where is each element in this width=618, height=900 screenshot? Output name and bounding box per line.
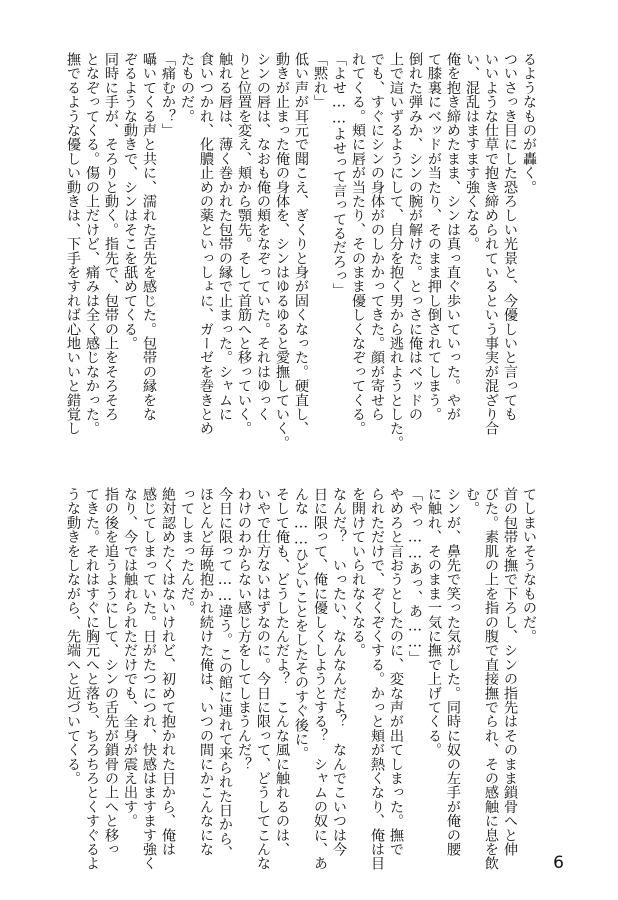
text-line: 感じてしまっていた。日がたつにつれ、快感はますます強く bbox=[141, 487, 157, 871]
text-line: いいような仕草で抱き締められているという事実が混ざり合 bbox=[483, 52, 499, 436]
text-line: となぞってくる。傷の上だけど、痛みは全く感じなかった。 bbox=[84, 52, 100, 436]
text-line: 俺を抱き締めたまま、シンは真っ直ぐ歩いていった。やが bbox=[445, 52, 461, 422]
text-line: 倒れた弾みか、シンの腕が解けた。とっさに俺はベッドの bbox=[407, 52, 423, 422]
text-line: たものだ。 bbox=[179, 52, 195, 123]
text-line: いやで仕方ないはずなのに。今日に限って、どうしてこんな bbox=[255, 487, 271, 871]
text-line: 囁いてくる声と共に、濡れた舌先を感じた。包帯の縁をな bbox=[141, 52, 157, 422]
text-line: シンが、鼻先で笑った気がした。同時に奴の左手が俺の腰 bbox=[445, 487, 461, 857]
text-line: 日に限って、俺に優しくしようとする？ シャムの奴に、あ bbox=[312, 487, 328, 871]
text-line: んな……ひどいことをしたそのすぐ後に。 bbox=[293, 487, 309, 761]
text-line: ついさっき目にした恐ろしい光景と、今優しいと言っても bbox=[502, 52, 518, 422]
text-line: 首の包帯を撫で下ろし、シンの指先はそのまま鎖骨へと伸 bbox=[502, 487, 518, 857]
text-line: なり、今では触れられただけでも、全身が震え出す。 bbox=[122, 487, 138, 828]
text-line: シンの唇は、なおも俺の頬をなぞっていた。それはゆっく bbox=[255, 52, 271, 422]
text-line: りと位置を変え、頬から顎先。そして首筋へと移っていく。 bbox=[236, 52, 252, 436]
page-number: 6 bbox=[553, 853, 564, 873]
text-line: 「黙れ」 bbox=[312, 52, 328, 109]
text-line: 上で這いずるようにして、自分を抱く男から逃れようとした。 bbox=[388, 52, 404, 450]
text-line: 「痛むか？」 bbox=[160, 52, 176, 138]
text-line: られただけで、ぞくぞくする。かっと頬が熱くなり、俺は目 bbox=[369, 487, 385, 871]
text-line: れてくる。頬に唇が当たり、そのまま優しくなぞってくる。 bbox=[350, 52, 366, 436]
text-line: 「やっ……あっ、あ……」 bbox=[407, 487, 423, 665]
text-line: やめろと言おうとしたのに、変な声が出てしまった。撫で bbox=[388, 487, 404, 857]
text-line: 指の後を追うようにして、シンの舌先が鎖骨の上へと移っ bbox=[103, 487, 119, 857]
text-line: 「よせ……よせって言ってるだろっ」 bbox=[331, 52, 347, 297]
text-line: うな動きをしながら、先端へと近づいてくる。 bbox=[65, 487, 81, 786]
text-line: む。 bbox=[464, 487, 480, 516]
text-line: るようなものが轟く。 bbox=[521, 52, 537, 194]
text-line: 同時に手が、そろりと動く。指先で、包帯の上をそろそろ bbox=[103, 52, 119, 422]
text-line: い、混乱はますます強くなる。 bbox=[464, 52, 480, 251]
text-line: を開けていられなくなる。 bbox=[350, 487, 366, 658]
text-line: 撫でるような優しい動きは、下手をすれば心地いいと錯覚し bbox=[65, 52, 81, 436]
bottom-text-block bbox=[65, 487, 538, 871]
text-line: びた。素肌の上を指の腹で直接撫でられ、その感触に息を飲 bbox=[483, 487, 499, 871]
text-line: 低い声が耳元で聞こえ、ぎくりと身が固くなった。硬直し、 bbox=[293, 52, 309, 436]
text-line: 絶対認めたくはないけれど、初めて抱かれた日から、俺は bbox=[160, 487, 176, 857]
text-line: て膝裏にベッドが当たり、そのまま押し倒されてしまう。 bbox=[426, 52, 442, 422]
text-line: 今日に限って……違う。この館に連れて来られた日から、 bbox=[217, 487, 233, 860]
text-line: ぞるような動きで、シンはそこを舐めてくる。 bbox=[122, 52, 138, 351]
text-line: そして俺も、どうしたんだよ？ こんな風に触れるのは、 bbox=[274, 487, 290, 857]
text-line: 触れる唇は、薄く巻かれた包帯の縁で止まった。シャムに bbox=[217, 52, 233, 422]
text-line: ほとんど毎晩抱かれ続けた俺は、いつの間にかこんなにな bbox=[198, 487, 214, 857]
text-line: わけのわからない感じ方をしてしまうんだ？ bbox=[236, 487, 252, 771]
text-line: てしまいそうなものだ。 bbox=[521, 487, 537, 644]
text-line: なんだ？ いったい、なんなんだよ？ なんでこいつは今 bbox=[331, 487, 347, 857]
top-text-block bbox=[65, 52, 538, 450]
text-line: に触れ、そのまま一気に撫で上げてくる。 bbox=[426, 487, 442, 757]
text-line: でも、すぐにシンの身体がのしかかってきた。顔が寄せら bbox=[369, 52, 385, 422]
text-line: 食いつかれ、化膿止めの薬といっしょに、ガーゼを巻きとめ bbox=[198, 52, 214, 436]
text-line: てきた。それはすぐに胸元へと落ち、ちろちろとくすぐるよ bbox=[84, 487, 100, 871]
text-line: 動きが止まった俺の身体を、シンはゆるゆると愛撫していく。 bbox=[274, 52, 290, 450]
text-line: ってしまったんだ。 bbox=[179, 487, 195, 615]
